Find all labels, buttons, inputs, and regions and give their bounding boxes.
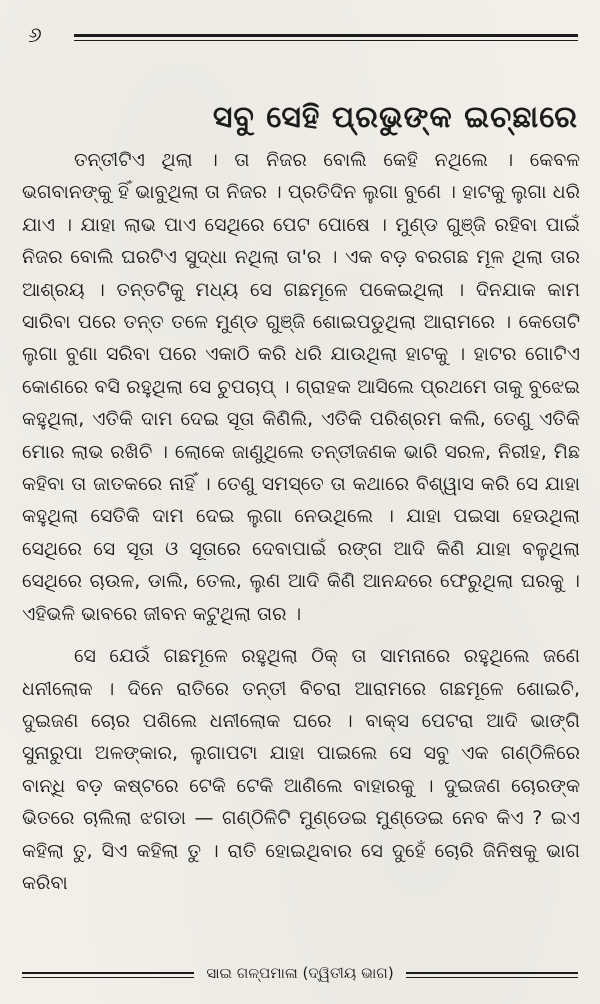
paragraph-2: ସେ ଯେଉଁ ଗଛମୂଳେ ରହୁଥିଲା ଠିକ୍ ତା ସାମନାରେ ରହୁଥିଲେ ଜଣେ ଧନୀଲୋକ । ଦିନେ ରାତିରେ ତନ୍ତୀ ବିଚରା ଆରାମରେ ଗଛମୂଳେ ଶୋଇଚି, ଦୁଇଜଣ ଚୋର ପଶିଲେ ଧନୀଲୋକ ଘରେ । ବାକ୍ସ ପେଟରା ଆଦି ଭାଙ୍ଗି ସୁନାରୁପା ଅଳଙ୍କାର, ଲୁଗାପଟା ଯାହା ପାଇଲେ ସେ ସବୁ ଏକ ଗଣ୍ଠିଳିରେ ବାନ୍ଧି ବଡ଼ କଷ୍ଟରେ ଟେକି ଟେକି ଆଣିଲେ ବାହାରକୁ । ଦୁଇଜଣ ଚୋରଙ୍କ ଭିତରେ ଚାଲିଲା ଝଗଡା — ଗଣ୍ଠିଳିଟି ମୁଣ୍ଡେଇ ମୁଣ୍ଡେଇ ନେବ କିଏ ? ଇଏ କହିଲା ତୁ, ସିଏ କହିଲା ତୁ । ରାତି ହୋଇଥିବାର ସେ ଦୁହେଁ ଚୋରି ଜିନିଷକୁ ଭାଗ କରିବା xyxy=(22,645,580,894)
footer-rule-right xyxy=(406,972,578,974)
story-body xyxy=(22,144,580,899)
paragraph-1: ତନ୍ତୀଟିଏ ଥିଲା । ତା ନିଜର ବୋଲି କେହି ନଥିଲେ । କେବଳ ଭଗବାନଙ୍କୁ ହିଁ ଭାବୁଥିଲା ତା ନିଜର । ପ୍ରତିଦିନ ଲୁଗା ବୁଣେ । ହାଟକୁ ଲୁଗା ଧରି ଯାଏ । ଯାହା ଲାଭ ପାଏ ସେଥିରେ ପେଟ ପୋଷେ । ମୁଣ୍ଡ ଗୁଞ୍ଜି ରହିବା ପାଇଁ ନିଜର ବୋଲି ଘରଟିଏ ସୁଦ୍ଧା ନଥିଲା ତା'ର । ଏକ ବଡ଼ ବରଗଛ ମୂଳ ଥିଲା ତାର ଆଶ୍ରୟ । ତନ୍ତଟିକୁ ମଧ୍ୟ ସେ ଗଛମୂଳେ ପକେଇଥିଲା । ଦିନଯାକ କାମ ସାରିବା ପରେ ତନ୍ତ ତଳେ ମୁଣ୍ଡ ଗୁଞ୍ଜି ଶୋଇପଡୁଥିଲା ଆରାମରେ । କେତୋଟି ଲୁଗା ବୁଣା ସରିବା ପରେ ଏକାଠି କରି ଧରି ଯାଉଥିଲା ହାଟକୁ । ହାଟର ଗୋଟିଏ କୋଣରେ ବସି ରହୁଥିଲା ସେ ଚୁପଚାପ୍ । ଗ୍ରାହକ ଆସିଲେ ପ୍ରଥମେ ତାକୁ ବୁଝେଇ କହୁଥିଲା, ଏତିକି ଦାମ ଦେଇ ସୂତା କିଣିଲି, ଏତିକି ପରିଶ୍ରମ କଲି, ତେଣୁ ଏତିକି ମୋର ଲାଭ ରଖିଚି । ଲୋକେ ଜାଣୁଥିଲେ ତନ୍ତୀଜଣକ ଭାରି ସରଳ, ନିରୀହ, ମିଛ କହିବା ତା ଜାତକରେ ନାହିଁ । ତେଣୁ ସମସ୍ତେ ତା କଥାରେ ବିଶ୍ୱାସ କରି ସେ ଯାହା କହୁଥିଲା ସେତିକି ଦାମ ଦେଇ ଲୁଗା ନେଉଥିଲେ । ଯାହା ପଇସା ହେଉଥିଲା ସେଥିରେ ସେ ସୂତା ଓ ସୂତାରେ ଦେବାପାଇଁ ରଙ୍ଗ ଆଦି କିଣି ଯାହା ବଳୁଥିଲା ସେଥିରେ ଚାଉଳ, ଡାଲି, ତେଲ, ଲୁଣ ଆଦି କିଣି ଆନନ୍ଦରେ ଫେରୁଥିଲା ଘରକୁ । ଏହିଭଳି ଭାବରେ ଜୀବନ କଟୁଥିଲା ତାର । xyxy=(22,149,580,625)
page-number: ୬ xyxy=(28,23,42,48)
book-title-footer: ସାଇ ଗଳ୍ପମାଳା (ଦ୍ୱିତୀୟ ଭାଗ) xyxy=(206,964,394,982)
page-footer xyxy=(22,960,578,986)
story-title: ସବୁ ସେହି ପ୍ରଭୁଙ୍କ ଇଚ୍ଛାରେ xyxy=(212,100,578,136)
footer-rule-left xyxy=(22,972,194,974)
page-header xyxy=(22,22,578,52)
header-rule xyxy=(74,34,578,37)
